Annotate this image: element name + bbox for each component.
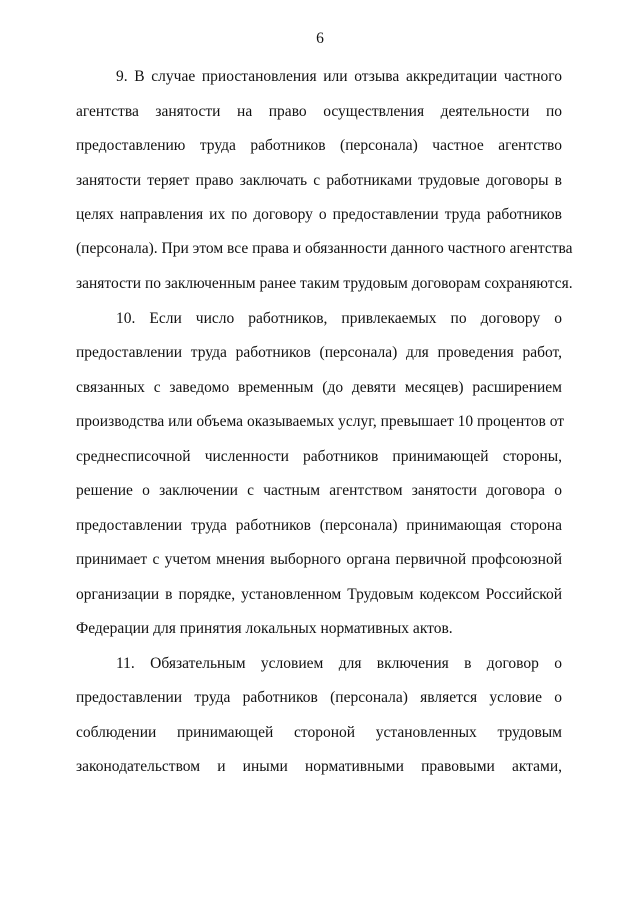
paragraph-11-line-4: законодательством и иными нормативными правовыми актами, xyxy=(76,758,562,775)
paragraph-10-line-1: 10. Если число работников, привлекаемых по договору о xyxy=(116,310,562,327)
paragraph-10-line-4: производства или объема оказываемых услуг, превышает 10 процентов от xyxy=(76,413,565,430)
paragraph-10-line-9: организации в порядке, установленном Трудовым кодексом Российской xyxy=(76,586,562,603)
paragraph-9-line-3: предоставлению труда работников (персонала) частное агентство xyxy=(76,137,562,154)
paragraph-10-line-10: Федерации для принятия локальных нормативных актов. xyxy=(76,620,453,637)
paragraph-10-line-2: предоставлении труда работников (персонала) для проведения работ, xyxy=(76,344,562,361)
paragraph-11-line-1: 11. Обязательным условием для включения в договор о xyxy=(116,655,562,672)
paragraph-9-line-2: агентства занятости на право осуществления деятельности по xyxy=(76,103,562,120)
paragraph-9-line-5: целях направления их по договору о предоставлении труда работников xyxy=(76,206,562,223)
paragraph-10-line-3: связанных с заведомо временным (до девяти месяцев) расширением xyxy=(76,379,562,396)
paragraph-11-line-3: соблюдении принимающей стороной установленных трудовым xyxy=(76,724,562,741)
paragraph-9-line-4: занятости теряет право заключать с работниками трудовые договоры в xyxy=(76,172,562,189)
paragraph-10-line-8: принимает с учетом мнения выборного органа первичной профсоюзной xyxy=(76,551,562,568)
paragraph-11-line-2: предоставлении труда работников (персонала) является условие о xyxy=(76,689,562,706)
page-number: 6 xyxy=(316,30,324,47)
paragraph-10-line-7: предоставлении труда работников (персонала) принимающая сторона xyxy=(76,517,562,534)
paragraph-10-line-6: решение о заключении с частным агентством занятости договора о xyxy=(76,482,562,499)
paragraph-10-line-5: среднесписочной численности работников принимающей стороны, xyxy=(76,448,562,465)
paragraph-9-line-6: (персонала). При этом все права и обязанности данного частного агентства xyxy=(76,240,573,257)
paragraph-9-line-1: 9. В случае приостановления или отзыва аккредитации частного xyxy=(116,68,562,85)
paragraph-9-line-7: занятости по заключенным ранее таким трудовым договорам сохраняются. xyxy=(76,275,573,292)
